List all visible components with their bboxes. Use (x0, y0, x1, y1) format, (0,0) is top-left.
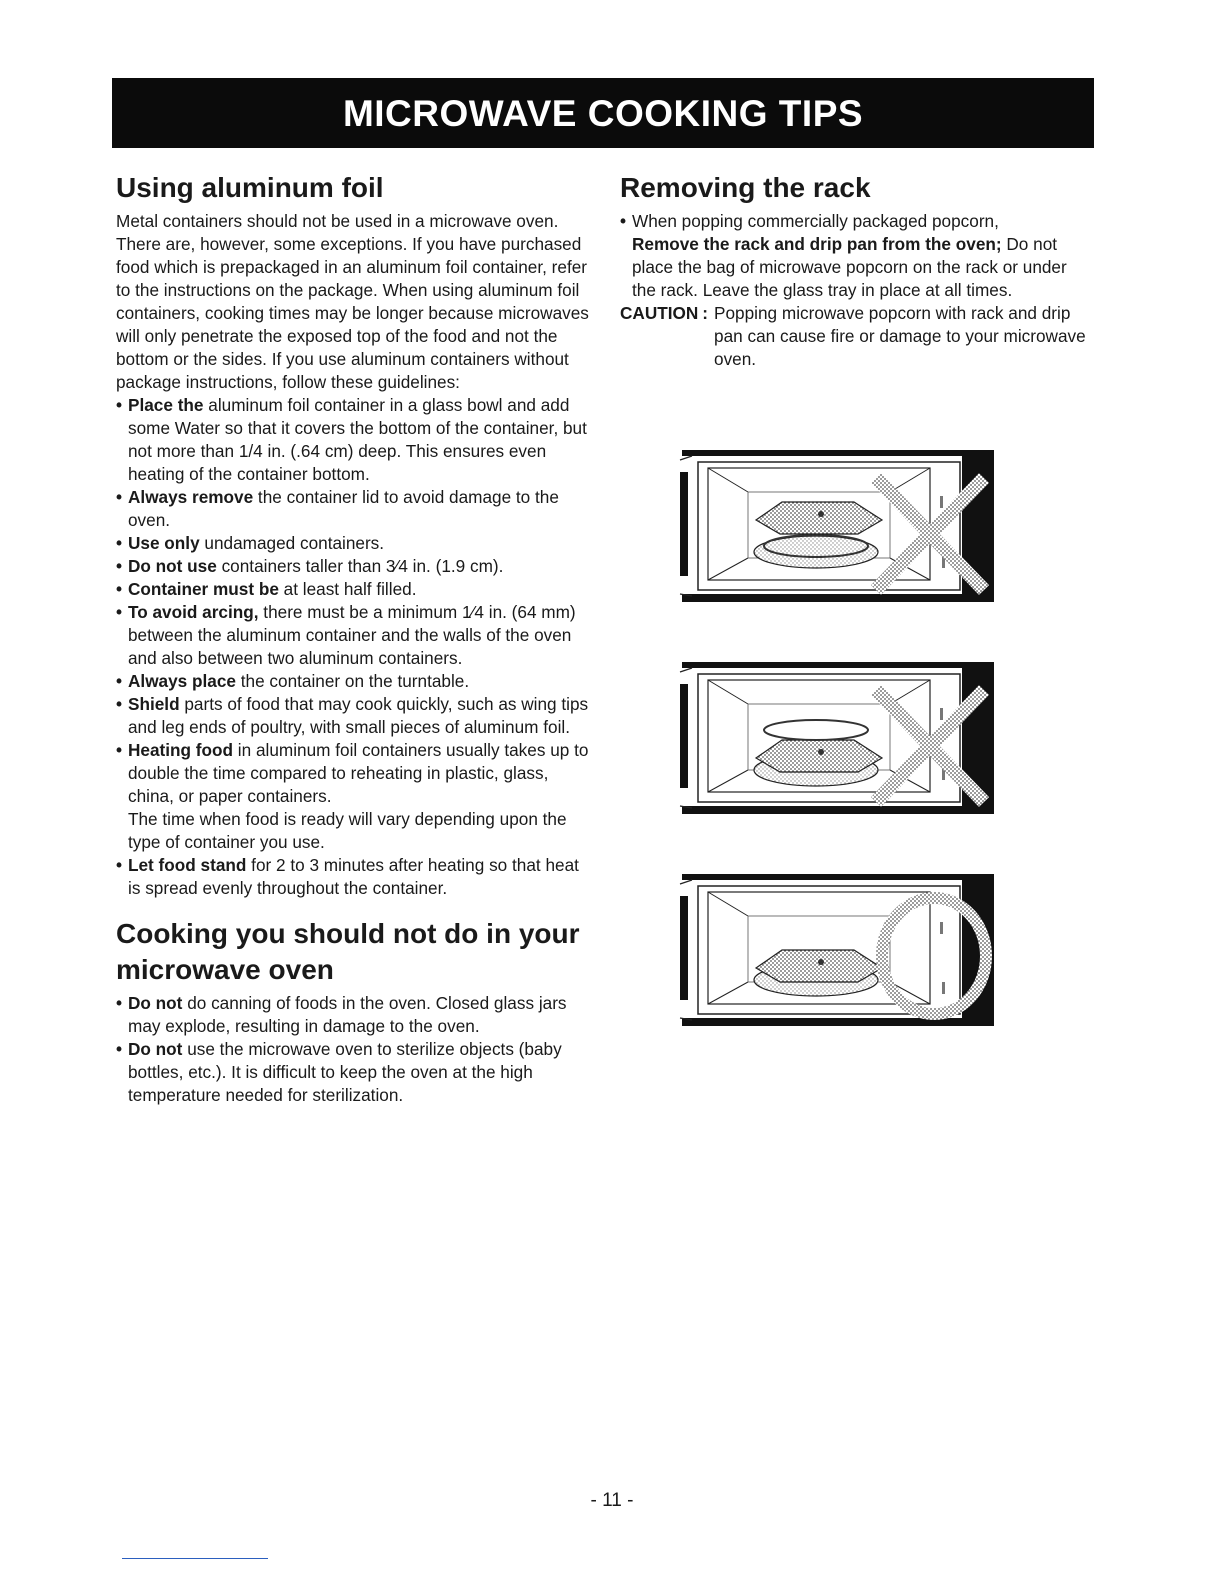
aluminum-foil-guidelines (116, 394, 594, 900)
aluminum-foil-heading: Using aluminum foil (116, 172, 384, 203)
door-hinge (680, 684, 688, 788)
control-mark (940, 496, 943, 508)
list-item: • Do not do canning of foods in the oven. Closed glass jars may explode, resulting in damage to the oven. (116, 992, 594, 1038)
control-mark (942, 982, 945, 994)
removing-rack-list (620, 210, 1094, 302)
list-item: • Do not use the microwave oven to sterilize objects (baby bottles, etc.). It is difficult to keep the oven at the high temperature needed for sterilization. (116, 1038, 594, 1107)
microwave-popcorn-under-rack-illustration (678, 660, 996, 816)
oven-top-edge (682, 662, 994, 668)
removing-rack-heading: Removing the rack (620, 172, 871, 203)
list-item: • Place the aluminum foil container in a glass bowl and add some Water so that it covers the bottom of the container, but not more than 1/4 in. (.64 cm) deep. This ensures even heating of the container bottom. (116, 394, 594, 486)
list-item: • Always remove the container lid to avoid damage to the oven. (116, 486, 594, 532)
oven-top-edge (682, 874, 994, 880)
oven-bottom-edge (682, 806, 994, 814)
page-title-banner (112, 78, 1094, 148)
left-column (116, 170, 594, 1107)
bag-center (818, 959, 824, 965)
list-item: • Shield parts of food that may cook quickly, such as wing tips and leg ends of poultry, with small pieces of aluminum foil. (116, 693, 594, 739)
cooking-donts-list (116, 992, 594, 1107)
control-mark (940, 922, 943, 934)
caution-label: CAUTION (620, 303, 699, 323)
door-hinge (680, 896, 688, 1000)
list-item: • When popping commercially packaged popcorn, Remove the rack and drip pan from the oven; Do not place the bag of microwave popcorn on the rack or under the rack. Leave the glass tray in place at all times. (620, 210, 1094, 302)
footer-divider (122, 1558, 268, 1559)
list-item: • Let food stand for 2 to 3 minutes after heating so that heat is spread evenly throughout the container. (116, 854, 594, 900)
page-title: MICROWAVE COOKING TIPS (342, 93, 864, 134)
control-mark (940, 708, 943, 720)
oven-bottom-edge (682, 1018, 994, 1026)
page-number: - 11 - (590, 1490, 634, 1511)
cooking-donts-heading: Cooking you should not do in your microwave oven (116, 918, 580, 985)
list-item: • Do not use containers taller than 3⁄4 in. (1.9 cm). (116, 555, 594, 578)
oven-top-edge (682, 450, 994, 456)
caution-separator: : (702, 303, 709, 323)
aluminum-foil-intro: Metal containers should not be used in a microwave oven. There are, however, some exceptions. If you have purchased food which is prepackaged in an aluminum foil container, refer to the instructions on the package. When using aluminum foil containers, cooking times may be longer because microwaves will only penetrate the exposed top of the food and not the bottom or the sides. If you use aluminum containers without package instructions, follow these guidelines: (116, 211, 589, 392)
bag-center (818, 511, 824, 517)
list-item: • Use only undamaged containers. (116, 532, 594, 555)
microwave-popcorn-on-glass-tray-illustration (678, 872, 996, 1028)
caution-text: Popping microwave popcorn with rack and drip pan can cause fire or damage to your microwave oven. (714, 303, 1086, 369)
list-item: • Always place the container on the turntable. (116, 670, 594, 693)
right-column (620, 170, 1094, 371)
microwave-popcorn-on-rack-illustration (678, 448, 996, 604)
list-item: • Container must be at least half filled. (116, 578, 594, 601)
list-item: • To avoid arcing, there must be a minimum 1⁄4 in. (64 mm) between the aluminum container and the walls of the oven and also between two aluminum containers. (116, 601, 594, 670)
caution-note (620, 302, 1094, 371)
door-hinge (680, 472, 688, 576)
list-item: • Heating food in aluminum foil containers usually takes up to double the time compared to reheating in plastic, glass, china, or paper containers. The time when food is ready will vary depending upon the type of container you use. (116, 739, 594, 854)
bag-center (818, 749, 824, 755)
oven-bottom-edge (682, 594, 994, 602)
